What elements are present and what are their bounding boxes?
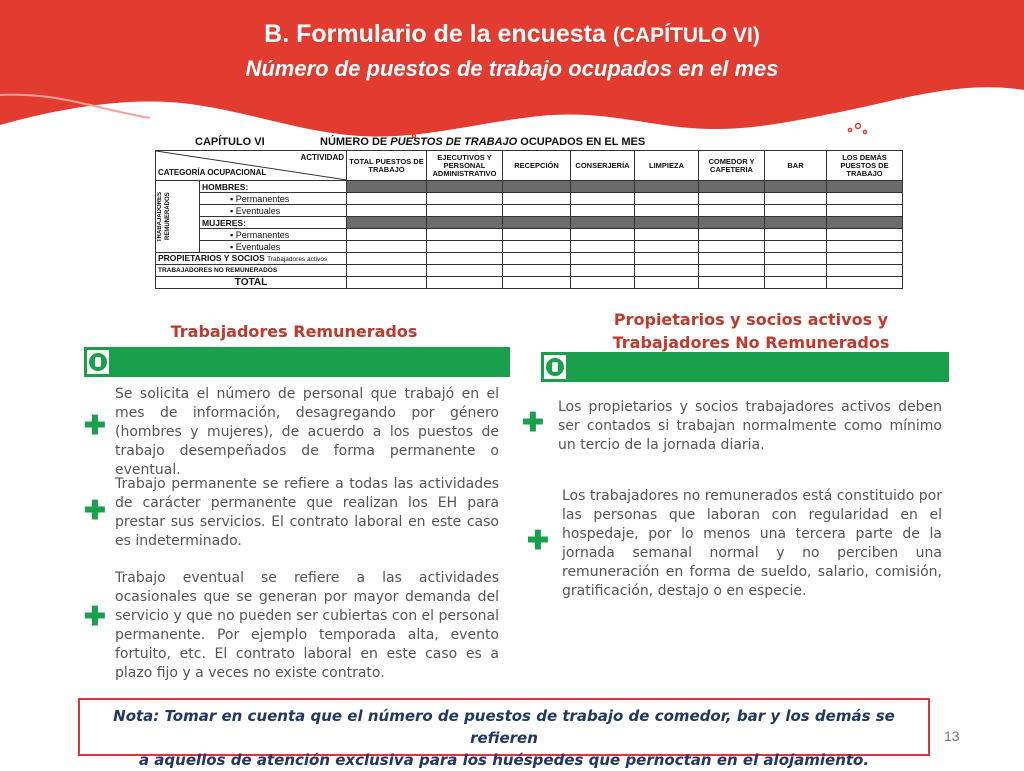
- right-section-title: Propietarios y socios activos y Trabajadores No Remunerados: [612, 310, 890, 352]
- row-label: ▪ Eventuales: [200, 205, 347, 217]
- plus-icon: ✚: [84, 601, 106, 631]
- row-label: ▪ Permanentes: [200, 229, 347, 241]
- col-header: CONSERJERÍA: [571, 151, 635, 181]
- categoria-label: CATEGORÍA OCUPACIONAL: [158, 168, 267, 177]
- title-chapter: (CAPÍTULO VI): [612, 24, 760, 47]
- form-heading: NÚMERO DE PUESTOS DE TRABAJO OCUPADOS EN EL MES: [320, 136, 646, 148]
- left-paragraph-3: Trabajo eventual se refiere a las actividades ocasionales que se generan por mayor demanda del servicio y que no pueden ser cubiertas con el personal permanente. Por ejemplo temporada alta, evento fortuito, etc. El contrato laboral en este caso es a plazo fijo y a veces no existe contrato.: [115, 570, 499, 681]
- right-paragraph-1: Los propietarios y socios trabajadores activos deben ser contados si trabajan normalmente como mínimo un tercio de la jornada diaria.: [558, 399, 942, 453]
- row-no-remunerados: TRABAJADORES NO REMUNERADOS: [156, 265, 347, 277]
- survey-form: [155, 136, 902, 306]
- right-paragraph-2: Los trabajadores no remunerados está constituido por las personas que laboran con regularidad en el hospedaje, por lo menos una tercera parte de la jornada semanal normal y no perciben una remuneración en forma de sueldo, salario, comisión, gratificación, destajo o en especie.: [562, 488, 942, 599]
- exit-icon: [85, 348, 111, 376]
- left-section-title: Trabajadores Remunerados: [170, 322, 418, 341]
- col-header: TOTAL PUESTOS DE TRABAJO: [347, 151, 427, 181]
- form-chapter: CAPÍTULO VI: [195, 136, 265, 148]
- title-main: B. Formulario de la encuesta: [264, 20, 606, 48]
- row-label: ▪ Permanentes: [200, 193, 347, 205]
- row-propietarios: PROPIETARIOS Y SOCIOS Trabajadores activos: [156, 253, 347, 265]
- row-mujeres: MUJERES:: [200, 217, 347, 229]
- plus-icon: ✚: [84, 410, 106, 440]
- vertical-label-cell: [156, 181, 200, 253]
- plus-icon: ✚: [527, 525, 549, 555]
- note-box: Nota: Tomar en cuenta que el número de puestos de trabajo de comedor, bar y los demás se refieren a aquellos de atención exclusiva para los huéspedes que pernoctan en el alojamiento.: [78, 698, 930, 756]
- left-paragraph-1: Se solicita el número de personal que trabajó en el mes de información, desagregando por género (hombres y mujeres), de acuerdo a los puestos de trabajo desempeñados de forma permanente o eventual.: [115, 386, 499, 478]
- col-header: BAR: [765, 151, 827, 181]
- trabajadores-remunerados-label: TRABAJADORES REMUNERADOS: [157, 191, 171, 242]
- col-header: LIMPIEZA: [635, 151, 699, 181]
- col-header: COMEDOR Y CAFETERIA: [699, 151, 765, 181]
- page-number: 13: [944, 728, 960, 744]
- plus-icon: ✚: [84, 495, 106, 525]
- right-green-bar: [541, 352, 949, 382]
- form-grid: [155, 150, 903, 289]
- exit-icon: [542, 353, 568, 381]
- col-header: LOS DEMÁS PUESTOS DE TRABAJO: [827, 151, 903, 181]
- page-subtitle: Número de puestos de trabajo ocupados en el mes: [245, 56, 779, 81]
- col-header: RECEPCIÓN: [503, 151, 571, 181]
- page-title: [0, 20, 1024, 49]
- plus-icon: ✚: [522, 407, 544, 437]
- header-corner: [156, 151, 347, 181]
- actividad-label: ACTIVIDAD: [300, 153, 344, 162]
- row-label: ▪ Eventuales: [200, 241, 347, 253]
- col-header: EJECUTIVOS Y PERSONAL ADMINISTRATIVO: [427, 151, 503, 181]
- header-banner: [0, 0, 1024, 150]
- row-total: TOTAL: [156, 277, 347, 289]
- left-green-bar: [84, 347, 510, 377]
- row-hombres: HOMBRES:: [200, 181, 347, 193]
- left-paragraph-2: Trabajo permanente se refiere a todas las actividades de carácter permanente que realizan los EH para prestar sus servicios. El contrato laboral en este caso es indeterminado.: [115, 476, 499, 549]
